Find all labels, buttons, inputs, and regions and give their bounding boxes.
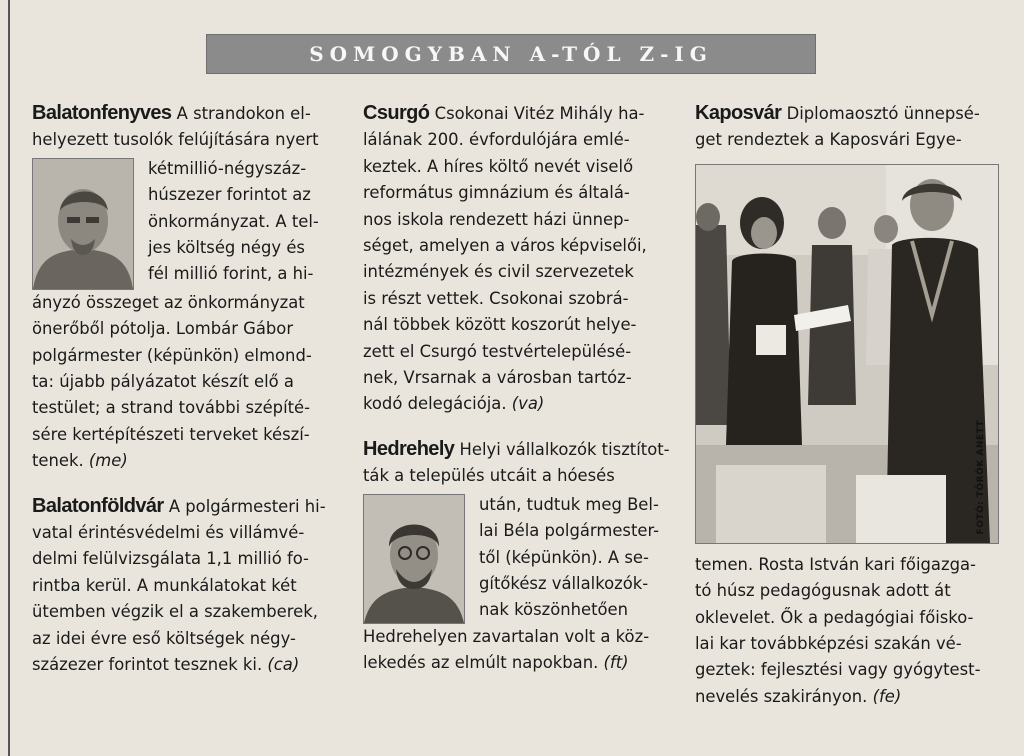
article-text-line: tó húsz pedagógusnak adott át [695, 581, 951, 601]
ceremony-photo-icon [696, 165, 998, 543]
portrait-photo [363, 494, 465, 624]
article-text-line: lálának 200. évfordulójára emlé- [363, 130, 630, 150]
article-text-line: Hedrehelyen zavartalan volt a köz- [363, 626, 650, 646]
article-text-line: az idei évre eső költségek négy- [32, 628, 296, 648]
article-text-line: től (képünkön). A se- [479, 547, 649, 567]
article-text-line: önerőből pótolja. Lombár Gábor [32, 319, 294, 339]
article-text-line: református gimnázium és általá- [363, 183, 630, 203]
wrapped-text [148, 156, 319, 290]
article-text-line: polgármester (képünkön) elmond- [32, 345, 312, 365]
article-kaposvar [695, 100, 1005, 710]
article-text-line: sére kertépítészeti terveket készí- [32, 424, 310, 444]
portrait-photo [32, 158, 134, 290]
article-text-line: nál többek között koszorút helye- [363, 315, 637, 335]
article-heading: Balatonfenyves [32, 102, 172, 124]
article-text-line: nek, Vrsarnak a városban tartóz- [363, 368, 632, 388]
article-text-line: nos iskola rendezett házi ünnep- [363, 209, 630, 229]
article-text-line: kétmillió-négyszáz- [148, 158, 307, 178]
article-text-line: nevelés szakirányon. [695, 686, 868, 706]
article-text-line: ányzó összeget az önkormányzat [32, 292, 305, 312]
author-signature: (fe) [872, 686, 902, 706]
article-text-line: delmi felülvizsgálata 1,1 millió fo- [32, 549, 309, 569]
author-signature: (ft) [603, 653, 629, 673]
column-1 [32, 100, 326, 679]
article-text-line: lai Béla polgármester- [479, 521, 660, 541]
article-text-line: intézmények és civil szervezetek [363, 262, 634, 282]
section-title: SOMOGYBAN A-TÓL Z-IG [309, 42, 713, 66]
article-text-line: Helyi vállalkozók tisztítot- [459, 439, 670, 459]
article-text-line: geztek: fejlesztési vagy gyógytest- [695, 660, 981, 680]
article-text-line: után, tudtuk meg Bel- [479, 494, 659, 514]
author-signature: (ca) [267, 655, 300, 675]
article-heading: Balatonföldvár [32, 494, 164, 517]
wrapped-text [479, 492, 659, 624]
section-banner [206, 34, 816, 74]
article-text-line: is részt vettek. Csokonai szobrá- [363, 288, 629, 308]
article-text-line: gítőkész vállalkozók- [479, 573, 649, 593]
article-text-line: oklevelet. Ők a pedagógiai főisko- [695, 607, 974, 627]
article-text-line: keztek. A híres költő nevét viselő [363, 156, 634, 176]
article-text-line: rintba kerül. A munkálatokat két [32, 575, 297, 595]
article-text-line: helyezett tusolók felújítására nyert [32, 130, 319, 150]
article-balatonfoldvar [32, 493, 326, 679]
article-text-line: önkormányzat. A tel- [148, 211, 319, 231]
article-text-line: temen. Rosta István kari főigazga- [695, 554, 976, 574]
article-text-line: séget, amelyen a város képviselői, [363, 236, 647, 256]
article-text-line: testület; a strand további szépíté- [32, 398, 311, 418]
article-text-line: A polgármesteri hi- [168, 496, 326, 516]
page-border-line [8, 0, 10, 756]
article-text-line: get rendeztek a Kaposvári Egye- [695, 130, 962, 150]
article-csurgo [363, 100, 673, 418]
article-text-line: százezer forintot tesznek ki. [32, 655, 263, 675]
article-text-line: ütemben végzik el a szakemberek, [32, 602, 318, 622]
article-text-line: zett el Csurgó testvértelepülésé- [363, 341, 632, 361]
article-heading: Csurgó [363, 102, 430, 124]
article-heading: Hedrehely [363, 437, 455, 460]
article-text-line: ták a település utcáit a hóesés [363, 466, 615, 486]
author-signature: (me) [88, 451, 128, 471]
article-text-line: vatal érintésvédelmi és villámvé- [32, 523, 305, 543]
article-text-line: fél millió forint, a hi- [148, 264, 314, 284]
article-text-line: tenek. [32, 451, 84, 471]
article-heading: Kaposvár [695, 102, 782, 124]
article-text-line: húszezer forintot az [148, 185, 311, 205]
article-text-line: Csokonai Vitéz Mihály ha- [434, 104, 645, 123]
author-signature: (va) [511, 394, 545, 414]
article-text-line: lekedés az elmúlt napokban. [363, 653, 599, 673]
column-2 [363, 100, 673, 677]
photo-credit: FOTÓ: TÖRÖK ANETT [975, 420, 986, 535]
article-text-line: ta: újabb pályázatot készít elő a [32, 372, 294, 392]
column-3 [695, 100, 1005, 710]
ceremony-photo [695, 164, 999, 544]
article-text-line: lai kar továbbképzési szakán vé- [695, 634, 962, 654]
article-hedrehely [363, 436, 673, 677]
article-text-line: jes költség négy és [148, 238, 305, 258]
portrait-photo-icon [33, 159, 133, 289]
article-text-line: Diplomaosztó ünnepsé- [786, 104, 980, 123]
article-balatonfenyves [32, 100, 326, 475]
article-text-line: A strandokon el- [176, 104, 311, 123]
article-text-line: nak köszönhetően [479, 600, 629, 620]
portrait-photo-icon [364, 495, 464, 623]
article-text-line: kodó delegációja. [363, 394, 507, 414]
